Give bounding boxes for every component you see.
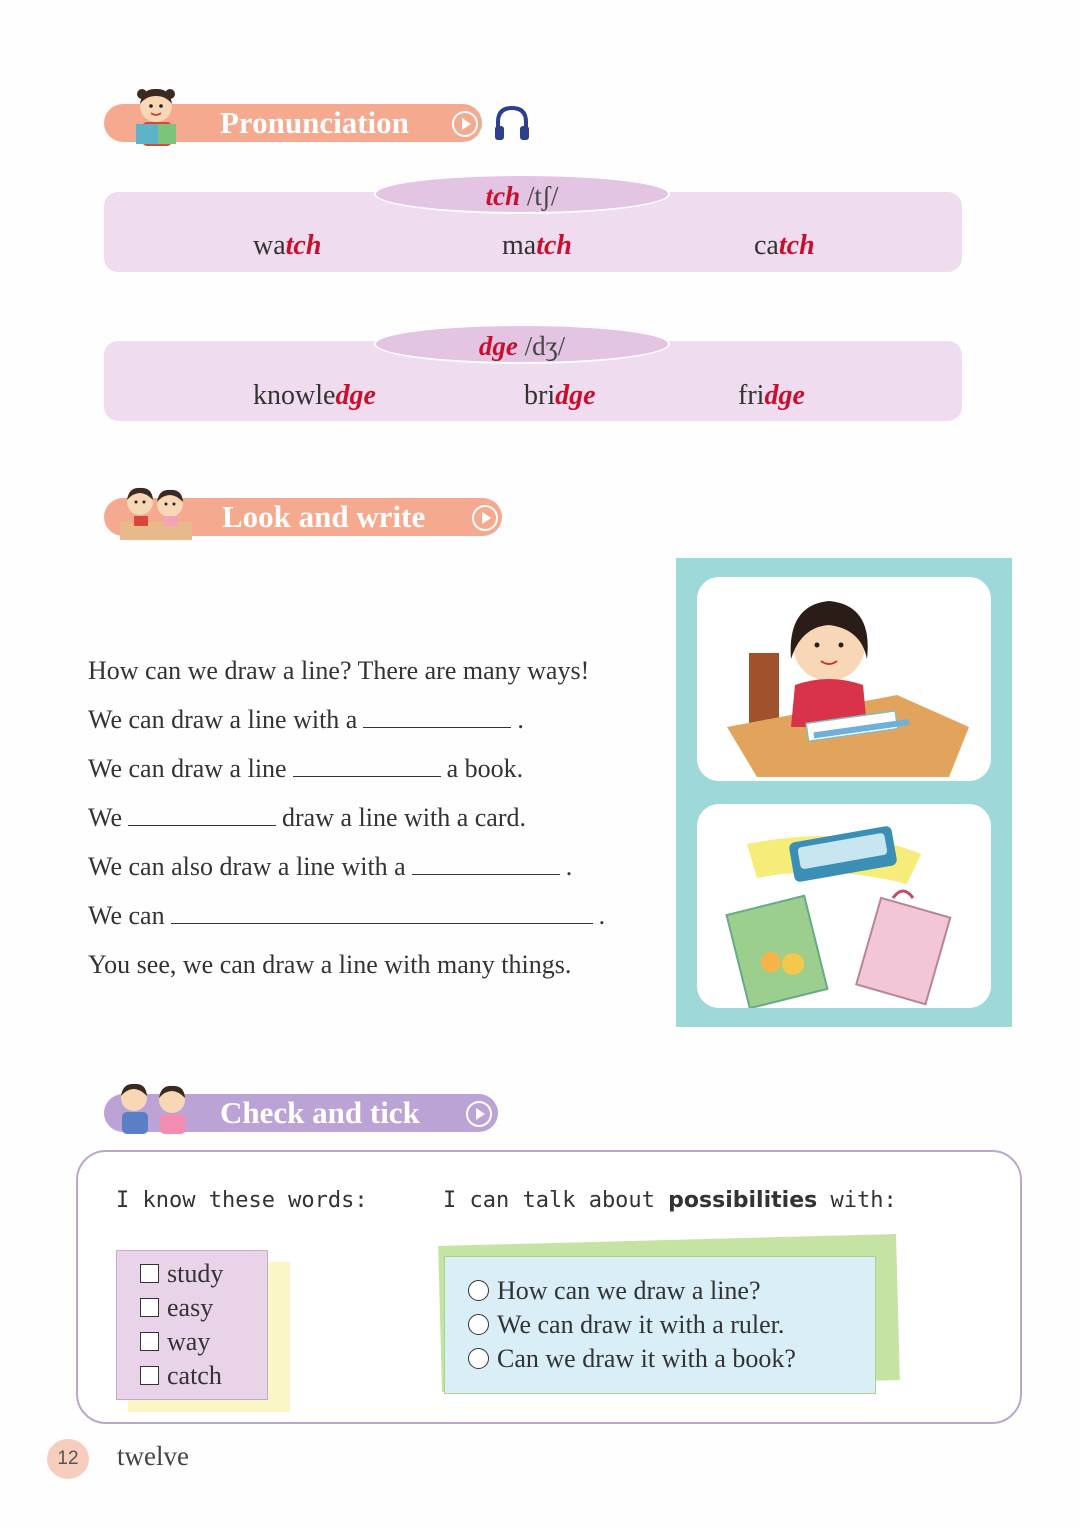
word-match: match bbox=[502, 230, 572, 261]
talk-heading: I can talk about possibilities with: bbox=[443, 1188, 897, 1213]
dge-sound-tag bbox=[374, 324, 670, 364]
sentence-6: We can . bbox=[88, 895, 668, 944]
radio-circle[interactable] bbox=[468, 1314, 489, 1335]
look-and-write-title: Look and write bbox=[222, 499, 426, 534]
word-bridge: bridge bbox=[524, 380, 596, 411]
word-knowledge: knowledge bbox=[253, 380, 376, 411]
dge-ipa: /dʒ/ bbox=[524, 331, 566, 361]
school-items-picture bbox=[697, 804, 991, 1008]
word-catch: catch bbox=[754, 230, 815, 261]
page-number-badge: 12 bbox=[47, 1439, 89, 1479]
possibilities-word: possibilities bbox=[668, 1188, 818, 1213]
answer-blank[interactable] bbox=[171, 896, 593, 924]
sentence-3: We can draw a line a book. bbox=[88, 748, 668, 797]
words-heading: I know these words: bbox=[116, 1188, 368, 1213]
answer-blank[interactable] bbox=[293, 749, 441, 777]
dge-letters: dge bbox=[478, 331, 518, 361]
tch-ipa: /tʃ/ bbox=[526, 181, 559, 211]
page-number-word: twelve bbox=[117, 1441, 189, 1471]
answer-blank[interactable] bbox=[363, 700, 511, 728]
word-item-catch[interactable]: catch bbox=[140, 1361, 222, 1391]
sentence-option-3[interactable]: Can we draw it with a book? bbox=[468, 1344, 796, 1374]
picture-frame bbox=[676, 558, 1012, 1027]
sentence-option-1[interactable]: How can we draw a line? bbox=[468, 1276, 761, 1306]
girl-drawing-picture bbox=[697, 577, 991, 781]
tch-sound-tag bbox=[374, 174, 670, 214]
checkbox[interactable] bbox=[140, 1264, 159, 1283]
girl-reading-icon bbox=[120, 84, 198, 148]
radio-circle[interactable] bbox=[468, 1348, 489, 1369]
sentence-4: We draw a line with a card. bbox=[88, 797, 668, 846]
answer-blank[interactable] bbox=[412, 847, 560, 875]
check-and-tick-title: Check and tick bbox=[220, 1095, 420, 1130]
two-kids-writing-icon bbox=[116, 484, 196, 542]
checkbox[interactable] bbox=[140, 1298, 159, 1317]
play-arrow-icon[interactable] bbox=[452, 111, 478, 137]
play-arrow-icon[interactable] bbox=[466, 1101, 492, 1127]
pronunciation-title: Pronunciation bbox=[220, 105, 409, 140]
sentence-option-2[interactable]: We can draw it with a ruler. bbox=[468, 1310, 784, 1340]
word-fridge: fridge bbox=[738, 380, 805, 411]
word-watch: watch bbox=[253, 230, 322, 261]
pencil-case-book-card-icon bbox=[697, 804, 991, 1008]
sentence-2: We can draw a line with a . bbox=[88, 699, 668, 748]
word-item-study[interactable]: study bbox=[140, 1259, 223, 1289]
radio-circle[interactable] bbox=[468, 1280, 489, 1301]
sentence-1: How can we draw a line? There are many ways! bbox=[88, 656, 590, 685]
word-item-easy[interactable]: easy bbox=[140, 1293, 213, 1323]
girl-drawing-line-icon bbox=[697, 577, 991, 781]
look-and-write-sentences bbox=[88, 650, 668, 993]
tch-letters: tch bbox=[485, 181, 521, 211]
sentence-7: You see, we can draw a line with many things. bbox=[88, 950, 572, 979]
headphones-icon[interactable] bbox=[492, 104, 532, 142]
checkbox[interactable] bbox=[140, 1332, 159, 1351]
checkbox[interactable] bbox=[140, 1366, 159, 1385]
two-kids-icon bbox=[112, 1080, 196, 1136]
word-item-way[interactable]: way bbox=[140, 1327, 210, 1357]
play-arrow-icon[interactable] bbox=[472, 505, 498, 531]
answer-blank[interactable] bbox=[128, 798, 276, 826]
sentence-5: We can also draw a line with a . bbox=[88, 846, 668, 895]
